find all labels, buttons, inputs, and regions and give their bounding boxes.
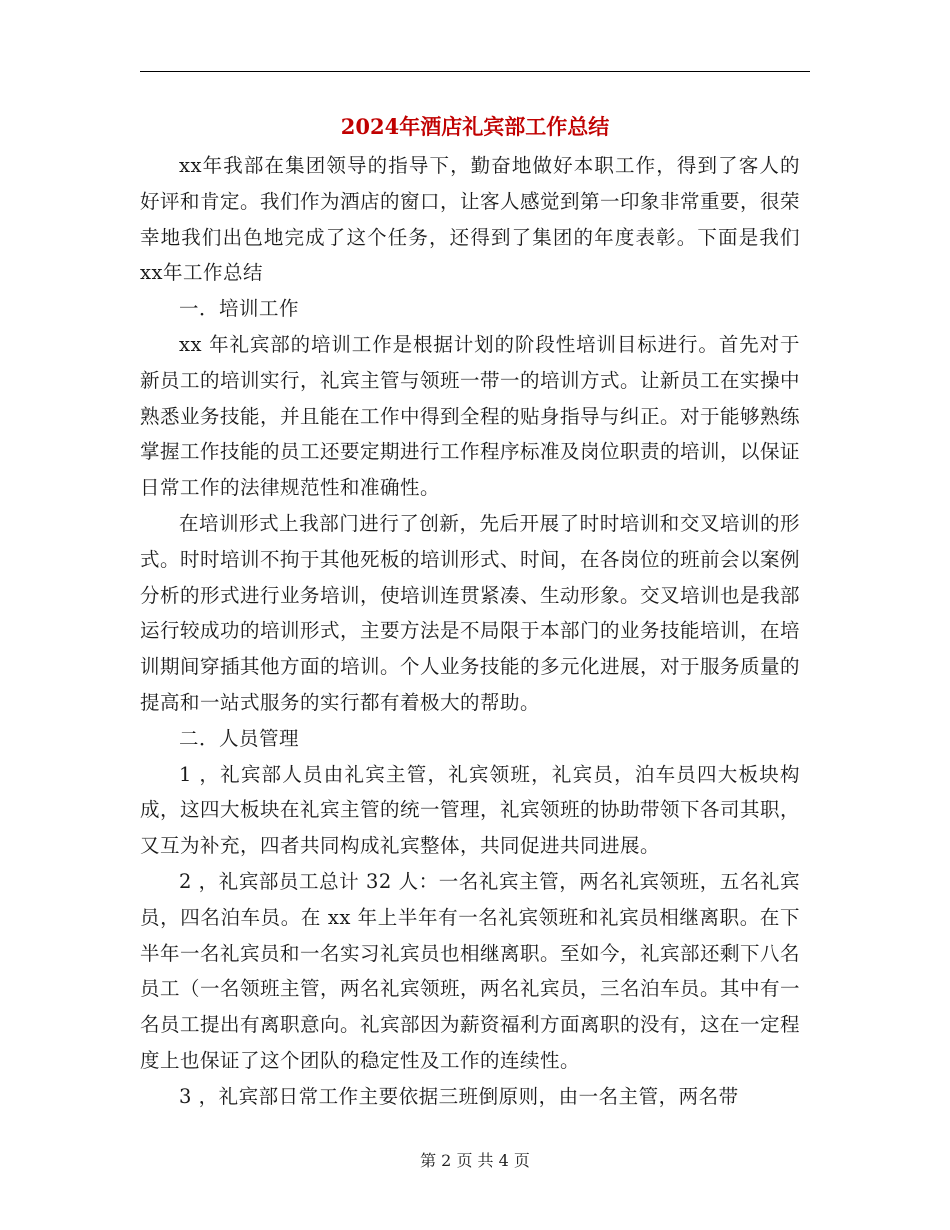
paragraph-staff-count: 2 ，礼宾部员工总计 32 人：一名礼宾主管，两名礼宾领班，五名礼宾员，四名泊车员。在 xx 年上半年有一名礼宾领班和礼宾员相继离职。在下半年一名礼宾员和一名实习礼宾员也相继离职。至如今，礼宾部还剩下八名员工（一名领班主管，两名礼宾领班，两名礼宾员，三名泊车员。其中有一名员工提出有离职意向。礼宾部因为薪资福利方面离职的没有，这在一定程度上也保证了这个团队的稳定性及工作的连续性。 — [140, 869, 801, 1072]
paragraph-intro: xx年我部在集团领导的指导下，勤奋地做好本职工作，得到了客人的好评和肯定。我们作为酒店的窗口，让客人感觉到第一印象非常重要，很荣幸地我们出色地完成了这个任务，还得到了集团的年度表彰。下面是我们xx年工作总结 — [140, 154, 801, 285]
section-heading-training: 一．培训工作 — [179, 297, 300, 321]
paragraph-training-plan: xx 年礼宾部的培训工作是根据计划的阶段性培训目标进行。首先对于新员工的培训实行，礼宾主管与领班一带一的培训方式。让新员工在实操中熟悉业务技能，并且能在工作中得到全程的贴身指导与纠正。对于能够熟练掌握工作技能的员工还要定期进行工作程序标准及岗位职责的培训，以保证日常工作的法律规范性和准确性。 — [140, 332, 801, 500]
section-heading-personnel: 二．人员管理 — [179, 726, 300, 750]
paragraph-training-forms: 在培训形式上我部门进行了创新，先后开展了时时培训和交叉培训的形式。时时培训不拘于其他死板的培训形式、时间，在各岗位的班前会以案例分析的形式进行业务培训，使培训连贯紧凑、生动形象。交叉培训也是我部运行较成功的培训形式，主要方法是不局限于本部门的业务技能培训，在培训期间穿插其他方面的培训。个人业务技能的多元化进展，对于服务质量的提高和一站式服务的实行都有着极大的帮助。 — [140, 511, 801, 714]
paragraph-shift-schedule: 3 ，礼宾部日常工作主要依据三班倒原则，由一名主管，两名带 — [179, 1084, 739, 1108]
document-body — [140, 148, 800, 1115]
header-rule — [140, 71, 810, 72]
page-footer: 第 2 页 共 4 页 — [420, 1151, 530, 1170]
paragraph-personnel-structure: 1 ，礼宾部人员由礼宾主管，礼宾领班，礼宾员，泊车员四大板块构成，这四大板块在礼宾主管的统一管理，礼宾领班的协助带领下各司其职，又互为补充，四者共同构成礼宾整体，共同促进共同进展。 — [140, 762, 801, 858]
document-title: 2024年酒店礼宾部工作总结 — [340, 114, 610, 139]
